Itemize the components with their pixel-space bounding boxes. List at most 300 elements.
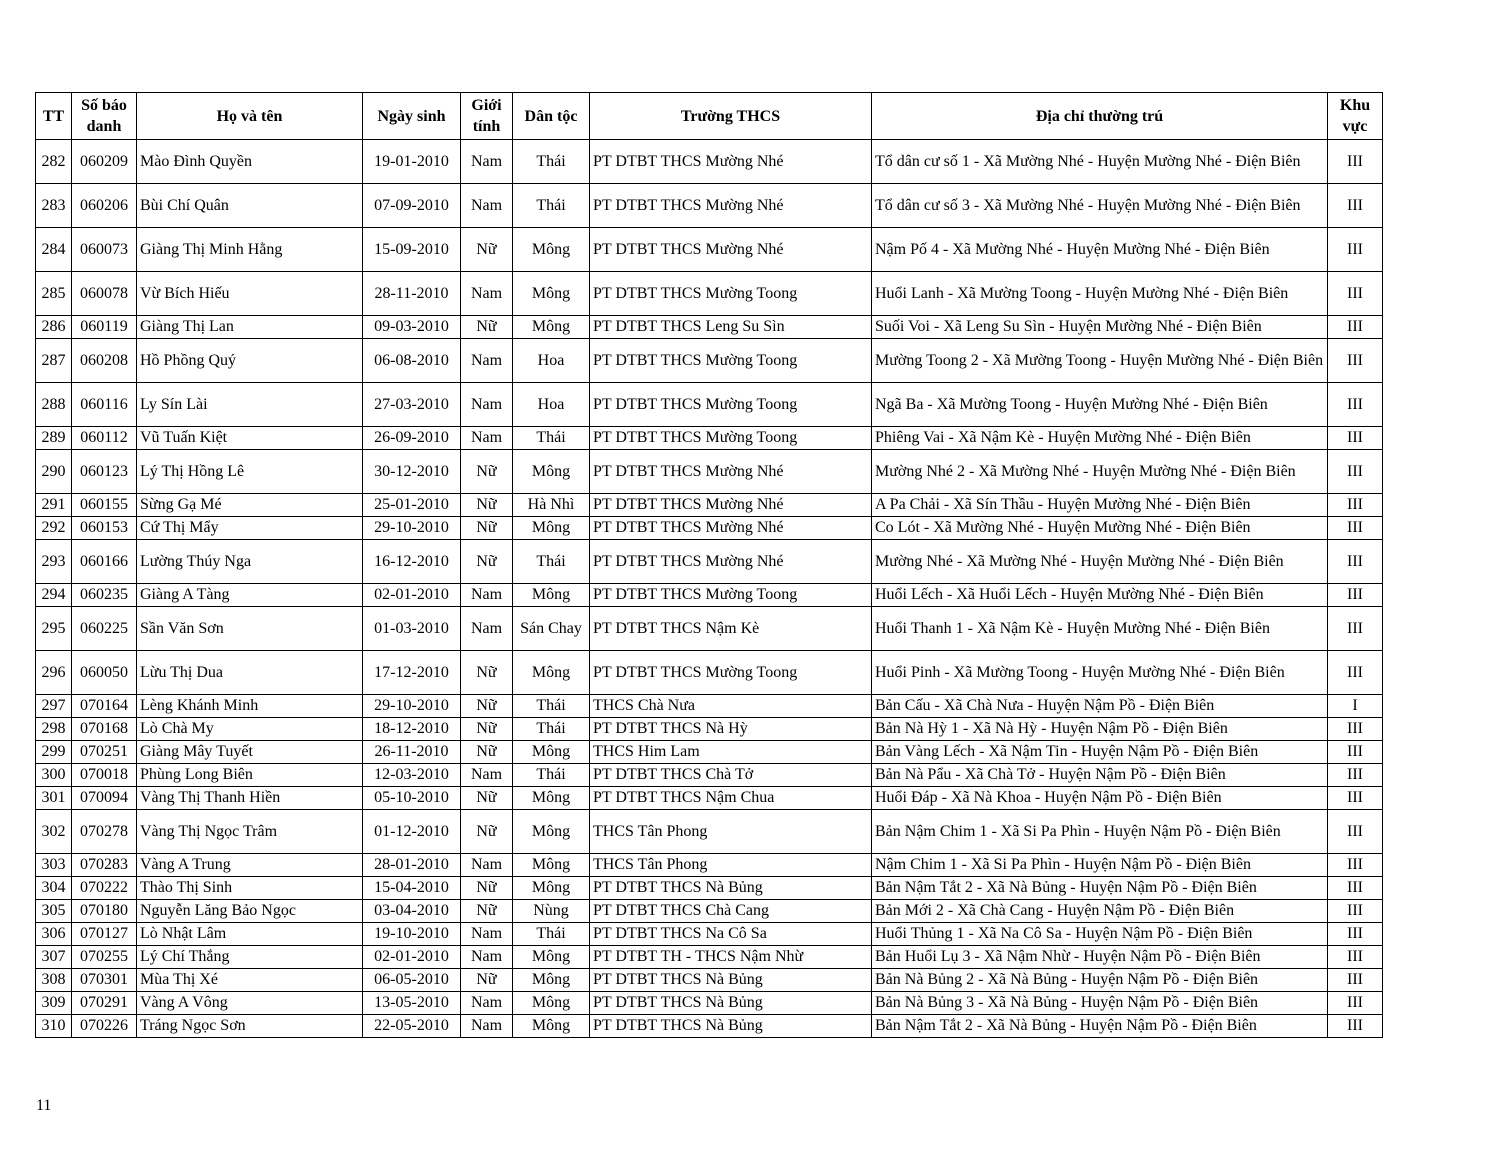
cell-khu-vuc: III — [1328, 607, 1383, 651]
cell-khu-vuc: III — [1328, 969, 1383, 992]
cell-tt: 301 — [36, 787, 72, 810]
table-row — [36, 494, 1383, 517]
table-row — [36, 540, 1383, 584]
cell-truong-thcs: THCS Tân Phong — [590, 810, 872, 854]
cell-ho-va-ten: Nguyễn Lăng Bảo Ngọc — [137, 900, 363, 923]
cell-dia-chi: Nậm Pố 4 - Xã Mường Nhé - Huyện Mường Nhé - Điện Biên — [872, 228, 1328, 272]
cell-tt: 282 — [36, 140, 72, 184]
cell-dan-toc: Mông — [513, 946, 590, 969]
cell-tt: 288 — [36, 383, 72, 427]
cell-truong-thcs: PT DTBT THCS Chà Tở — [590, 764, 872, 787]
cell-ngay-sinh: 29-10-2010 — [363, 517, 461, 540]
cell-ho-va-ten: Vàng Thị Ngọc Trâm — [137, 810, 363, 854]
cell-dan-toc: Mông — [513, 1015, 590, 1038]
cell-khu-vuc: III — [1328, 540, 1383, 584]
cell-khu-vuc: III — [1328, 787, 1383, 810]
cell-ho-va-ten: Ly Sín Lài — [137, 383, 363, 427]
cell-gioi-tinh: Nam — [461, 764, 513, 787]
cell-so-bao-danh: 070283 — [72, 854, 137, 877]
cell-gioi-tinh: Nữ — [461, 494, 513, 517]
cell-so-bao-danh: 060166 — [72, 540, 137, 584]
cell-ho-va-ten: Tráng Ngọc Sơn — [137, 1015, 363, 1038]
cell-gioi-tinh: Nam — [461, 992, 513, 1015]
cell-khu-vuc: III — [1328, 494, 1383, 517]
header-dan-toc: Dân tộc — [513, 93, 590, 140]
cell-dan-toc: Thái — [513, 140, 590, 184]
cell-so-bao-danh: 060123 — [72, 450, 137, 494]
table-row — [36, 228, 1383, 272]
table-row — [36, 383, 1383, 427]
cell-ngay-sinh: 26-11-2010 — [363, 741, 461, 764]
cell-truong-thcs: PT DTBT THCS Mường Nhé — [590, 517, 872, 540]
cell-ho-va-ten: Giàng Thị Lan — [137, 316, 363, 339]
cell-so-bao-danh: 060112 — [72, 427, 137, 450]
cell-dan-toc: Mông — [513, 877, 590, 900]
cell-ngay-sinh: 19-01-2010 — [363, 140, 461, 184]
candidate-table — [35, 92, 1383, 1038]
cell-ho-va-ten: Mùa Thị Xé — [137, 969, 363, 992]
cell-ho-va-ten: Lừu Thị Dua — [137, 651, 363, 695]
cell-tt: 306 — [36, 923, 72, 946]
cell-tt: 300 — [36, 764, 72, 787]
cell-khu-vuc: III — [1328, 764, 1383, 787]
table-row — [36, 854, 1383, 877]
cell-dan-toc: Mông — [513, 741, 590, 764]
cell-truong-thcs: PT DTBT THCS Mường Nhé — [590, 184, 872, 228]
cell-gioi-tinh: Nữ — [461, 450, 513, 494]
cell-dan-toc: Mông — [513, 969, 590, 992]
cell-ho-va-ten: Lò Nhật Lâm — [137, 923, 363, 946]
cell-ngay-sinh: 29-10-2010 — [363, 695, 461, 718]
cell-khu-vuc: III — [1328, 272, 1383, 316]
cell-ho-va-ten: Vũ Tuấn Kiệt — [137, 427, 363, 450]
header-so-bao-danh: Số báo danh — [72, 93, 137, 140]
cell-truong-thcs: PT DTBT THCS Nà Bủng — [590, 877, 872, 900]
cell-ngay-sinh: 16-12-2010 — [363, 540, 461, 584]
cell-dia-chi: Bản Nà Bủng 3 - Xã Nà Bủng - Huyện Nậm Pồ - Điện Biên — [872, 992, 1328, 1015]
table-row — [36, 316, 1383, 339]
cell-tt: 298 — [36, 718, 72, 741]
cell-gioi-tinh: Nữ — [461, 651, 513, 695]
cell-ngay-sinh: 03-04-2010 — [363, 900, 461, 923]
cell-so-bao-danh: 070164 — [72, 695, 137, 718]
cell-dia-chi: Co Lót - Xã Mường Nhé - Huyện Mường Nhé - Điện Biên — [872, 517, 1328, 540]
cell-dan-toc: Mông — [513, 787, 590, 810]
table-row — [36, 184, 1383, 228]
table-row — [36, 339, 1383, 383]
cell-so-bao-danh: 070222 — [72, 877, 137, 900]
cell-dan-toc: Mông — [513, 810, 590, 854]
cell-so-bao-danh: 070301 — [72, 969, 137, 992]
cell-khu-vuc: III — [1328, 718, 1383, 741]
cell-ngay-sinh: 13-05-2010 — [363, 992, 461, 1015]
cell-truong-thcs: PT DTBT TH - THCS Nậm Nhừ — [590, 946, 872, 969]
cell-dan-toc: Thái — [513, 427, 590, 450]
cell-gioi-tinh: Nữ — [461, 810, 513, 854]
cell-ngay-sinh: 09-03-2010 — [363, 316, 461, 339]
cell-ho-va-ten: Vàng Thị Thanh Hiền — [137, 787, 363, 810]
cell-tt: 291 — [36, 494, 72, 517]
cell-dan-toc: Mông — [513, 228, 590, 272]
cell-ho-va-ten: Giàng Thị Minh Hằng — [137, 228, 363, 272]
cell-dia-chi: Tổ dân cư số 1 - Xã Mường Nhé - Huyện Mường Nhé - Điện Biên — [872, 140, 1328, 184]
cell-ngay-sinh: 19-10-2010 — [363, 923, 461, 946]
table-row — [36, 695, 1383, 718]
cell-truong-thcs: PT DTBT THCS Nà Bủng — [590, 969, 872, 992]
cell-dan-toc: Mông — [513, 450, 590, 494]
cell-truong-thcs: PT DTBT THCS Na Cô Sa — [590, 923, 872, 946]
cell-khu-vuc: I — [1328, 695, 1383, 718]
cell-ho-va-ten: Mào Đình Quyền — [137, 140, 363, 184]
cell-dan-toc: Thái — [513, 184, 590, 228]
cell-gioi-tinh: Nam — [461, 923, 513, 946]
cell-truong-thcs: PT DTBT THCS Chà Cang — [590, 900, 872, 923]
header-ho-va-ten: Họ và tên — [137, 93, 363, 140]
table-row — [36, 584, 1383, 607]
cell-khu-vuc: III — [1328, 923, 1383, 946]
cell-tt: 299 — [36, 741, 72, 764]
cell-ngay-sinh: 17-12-2010 — [363, 651, 461, 695]
cell-so-bao-danh: 070094 — [72, 787, 137, 810]
cell-tt: 302 — [36, 810, 72, 854]
cell-dan-toc: Thái — [513, 718, 590, 741]
cell-dia-chi: Huổi Lanh - Xã Mường Toong - Huyện Mường Nhé - Điện Biên — [872, 272, 1328, 316]
cell-ngay-sinh: 28-11-2010 — [363, 272, 461, 316]
cell-truong-thcs: PT DTBT THCS Mường Nhé — [590, 140, 872, 184]
cell-dan-toc: Mông — [513, 272, 590, 316]
cell-gioi-tinh: Nam — [461, 383, 513, 427]
cell-khu-vuc: III — [1328, 877, 1383, 900]
cell-so-bao-danh: 070278 — [72, 810, 137, 854]
cell-dan-toc: Sán Chay — [513, 607, 590, 651]
cell-so-bao-danh: 060235 — [72, 584, 137, 607]
cell-dia-chi: Huổi Thanh 1 - Xã Nậm Kè - Huyện Mường Nhé - Điện Biên — [872, 607, 1328, 651]
table-header-row — [36, 93, 1383, 140]
table-row — [36, 140, 1383, 184]
cell-truong-thcs: PT DTBT THCS Nậm Kè — [590, 607, 872, 651]
cell-khu-vuc: III — [1328, 992, 1383, 1015]
cell-ngay-sinh: 01-03-2010 — [363, 607, 461, 651]
cell-ho-va-ten: Lý Chí Thắng — [137, 946, 363, 969]
cell-tt: 294 — [36, 584, 72, 607]
cell-dan-toc: Mông — [513, 517, 590, 540]
table-row — [36, 900, 1383, 923]
cell-khu-vuc: III — [1328, 1015, 1383, 1038]
cell-so-bao-danh: 070226 — [72, 1015, 137, 1038]
table-row — [36, 992, 1383, 1015]
cell-gioi-tinh: Nam — [461, 427, 513, 450]
header-khu-vuc: Khu vực — [1328, 93, 1383, 140]
cell-tt: 293 — [36, 540, 72, 584]
cell-dia-chi: Bản Nà Pẩu - Xã Chà Tở - Huyện Nậm Pồ - Điện Biên — [872, 764, 1328, 787]
cell-ho-va-ten: Lường Thúy Nga — [137, 540, 363, 584]
cell-so-bao-danh: 060050 — [72, 651, 137, 695]
cell-gioi-tinh: Nam — [461, 946, 513, 969]
cell-tt: 310 — [36, 1015, 72, 1038]
cell-gioi-tinh: Nữ — [461, 900, 513, 923]
cell-dan-toc: Mông — [513, 316, 590, 339]
cell-truong-thcs: THCS Him Lam — [590, 741, 872, 764]
cell-ngay-sinh: 18-12-2010 — [363, 718, 461, 741]
table-row — [36, 741, 1383, 764]
cell-gioi-tinh: Nam — [461, 272, 513, 316]
cell-khu-vuc: III — [1328, 854, 1383, 877]
cell-gioi-tinh: Nam — [461, 339, 513, 383]
cell-truong-thcs: THCS Chà Nưa — [590, 695, 872, 718]
cell-ngay-sinh: 12-03-2010 — [363, 764, 461, 787]
cell-so-bao-danh: 060116 — [72, 383, 137, 427]
cell-ngay-sinh: 06-08-2010 — [363, 339, 461, 383]
cell-dan-toc: Mông — [513, 651, 590, 695]
cell-ho-va-ten: Lèng Khánh Minh — [137, 695, 363, 718]
cell-ho-va-ten: Sần Văn Sơn — [137, 607, 363, 651]
cell-gioi-tinh: Nữ — [461, 741, 513, 764]
cell-dan-toc: Thái — [513, 695, 590, 718]
cell-gioi-tinh: Nam — [461, 1015, 513, 1038]
cell-ngay-sinh: 22-05-2010 — [363, 1015, 461, 1038]
cell-truong-thcs: PT DTBT THCS Mường Toong — [590, 427, 872, 450]
cell-ho-va-ten: Bùi Chí Quân — [137, 184, 363, 228]
cell-dia-chi: Tổ dân cư số 3 - Xã Mường Nhé - Huyện Mường Nhé - Điện Biên — [872, 184, 1328, 228]
cell-dan-toc: Nùng — [513, 900, 590, 923]
cell-khu-vuc: III — [1328, 339, 1383, 383]
cell-dia-chi: Huổi Pinh - Xã Mường Toong - Huyện Mường Nhé - Điện Biên — [872, 651, 1328, 695]
cell-gioi-tinh: Nữ — [461, 228, 513, 272]
cell-ngay-sinh: 30-12-2010 — [363, 450, 461, 494]
cell-so-bao-danh: 070168 — [72, 718, 137, 741]
cell-tt: 307 — [36, 946, 72, 969]
cell-so-bao-danh: 070127 — [72, 923, 137, 946]
cell-khu-vuc: III — [1328, 184, 1383, 228]
cell-gioi-tinh: Nữ — [461, 540, 513, 584]
cell-tt: 285 — [36, 272, 72, 316]
cell-dia-chi: Bản Huổi Lụ 3 - Xã Nậm Nhừ - Huyện Nậm Pồ - Điện Biên — [872, 946, 1328, 969]
cell-khu-vuc: III — [1328, 517, 1383, 540]
cell-khu-vuc: III — [1328, 383, 1383, 427]
cell-truong-thcs: PT DTBT THCS Leng Su Sìn — [590, 316, 872, 339]
cell-so-bao-danh: 070018 — [72, 764, 137, 787]
table-row — [36, 1015, 1383, 1038]
cell-khu-vuc: III — [1328, 316, 1383, 339]
cell-dia-chi: Bản Vàng Lếch - Xã Nậm Tin - Huyện Nậm Pồ - Điện Biên — [872, 741, 1328, 764]
cell-dia-chi: Huổi Đáp - Xã Nà Khoa - Huyện Nậm Pồ - Điện Biên — [872, 787, 1328, 810]
cell-khu-vuc: III — [1328, 741, 1383, 764]
cell-khu-vuc: III — [1328, 900, 1383, 923]
cell-gioi-tinh: Nữ — [461, 969, 513, 992]
cell-ho-va-ten: Vàng A Vông — [137, 992, 363, 1015]
cell-truong-thcs: PT DTBT THCS Mường Nhé — [590, 228, 872, 272]
cell-dia-chi: Bản Nậm Chim 1 - Xã Si Pa Phìn - Huyện Nậm Pồ - Điện Biên — [872, 810, 1328, 854]
cell-truong-thcs: PT DTBT THCS Mường Toong — [590, 383, 872, 427]
cell-tt: 286 — [36, 316, 72, 339]
cell-tt: 303 — [36, 854, 72, 877]
cell-dia-chi: Huổi Thủng 1 - Xã Na Cô Sa - Huyện Nậm Pồ - Điện Biên — [872, 923, 1328, 946]
cell-ngay-sinh: 27-03-2010 — [363, 383, 461, 427]
cell-ngay-sinh: 25-01-2010 — [363, 494, 461, 517]
cell-gioi-tinh: Nữ — [461, 718, 513, 741]
cell-ho-va-ten: Hồ Phồng Quý — [137, 339, 363, 383]
cell-khu-vuc: III — [1328, 946, 1383, 969]
cell-ho-va-ten: Vàng A Trung — [137, 854, 363, 877]
table-row — [36, 923, 1383, 946]
cell-truong-thcs: PT DTBT THCS Nà Bủng — [590, 992, 872, 1015]
cell-ngay-sinh: 01-12-2010 — [363, 810, 461, 854]
cell-so-bao-danh: 060155 — [72, 494, 137, 517]
cell-ngay-sinh: 05-10-2010 — [363, 787, 461, 810]
cell-ho-va-ten: Lý Thị Hồng Lê — [137, 450, 363, 494]
cell-ngay-sinh: 28-01-2010 — [363, 854, 461, 877]
cell-gioi-tinh: Nam — [461, 184, 513, 228]
cell-tt: 292 — [36, 517, 72, 540]
header-gioi-tinh: Giới tính — [461, 93, 513, 140]
cell-so-bao-danh: 060208 — [72, 339, 137, 383]
cell-ho-va-ten: Phùng Long Biên — [137, 764, 363, 787]
cell-ho-va-ten: Lò Chà My — [137, 718, 363, 741]
cell-dia-chi: Bản Mới 2 - Xã Chà Cang - Huyện Nậm Pồ - Điện Biên — [872, 900, 1328, 923]
cell-tt: 289 — [36, 427, 72, 450]
cell-ho-va-ten: Vừ Bích Hiếu — [137, 272, 363, 316]
table-row — [36, 517, 1383, 540]
cell-dia-chi: Phiêng Vai - Xã Nậm Kè - Huyện Mường Nhé - Điện Biên — [872, 427, 1328, 450]
cell-dia-chi: A Pa Chải - Xã Sín Thầu - Huyện Mường Nhé - Điện Biên — [872, 494, 1328, 517]
table-row — [36, 718, 1383, 741]
cell-truong-thcs: THCS Tân Phong — [590, 854, 872, 877]
cell-so-bao-danh: 070180 — [72, 900, 137, 923]
cell-dia-chi: Bản Nậm Tắt 2 - Xã Nà Bủng - Huyện Nậm Pồ - Điện Biên — [872, 877, 1328, 900]
cell-ho-va-ten: Cứ Thị Mẩy — [137, 517, 363, 540]
cell-dia-chi: Huổi Lếch - Xã Huổi Lếch - Huyện Mường Nhé - Điện Biên — [872, 584, 1328, 607]
cell-ho-va-ten: Giàng Mây Tuyết — [137, 741, 363, 764]
cell-dia-chi: Bản Cấu - Xã Chà Nưa - Huyện Nậm Pồ - Điện Biên — [872, 695, 1328, 718]
cell-gioi-tinh: Nữ — [461, 517, 513, 540]
cell-truong-thcs: PT DTBT THCS Mường Toong — [590, 584, 872, 607]
table-row — [36, 450, 1383, 494]
cell-tt: 295 — [36, 607, 72, 651]
cell-so-bao-danh: 060153 — [72, 517, 137, 540]
header-truong-thcs: Trường THCS — [590, 93, 872, 140]
cell-dia-chi: Ngã Ba - Xã Mường Toong - Huyện Mường Nhé - Điện Biên — [872, 383, 1328, 427]
cell-ngay-sinh: 15-09-2010 — [363, 228, 461, 272]
cell-dan-toc: Hoa — [513, 383, 590, 427]
cell-so-bao-danh: 060225 — [72, 607, 137, 651]
cell-gioi-tinh: Nữ — [461, 695, 513, 718]
cell-dan-toc: Hoa — [513, 339, 590, 383]
cell-ho-va-ten: Giàng A Tàng — [137, 584, 363, 607]
cell-dia-chi: Mường Nhé 2 - Xã Mường Nhé - Huyện Mường Nhé - Điện Biên — [872, 450, 1328, 494]
cell-ngay-sinh: 02-01-2010 — [363, 946, 461, 969]
page-number: 11 — [36, 1097, 52, 1114]
cell-tt: 308 — [36, 969, 72, 992]
cell-gioi-tinh: Nữ — [461, 787, 513, 810]
table-body — [36, 140, 1383, 1038]
cell-dia-chi: Bản Nậm Tắt 2 - Xã Nà Bủng - Huyện Nậm Pồ - Điện Biên — [872, 1015, 1328, 1038]
cell-dan-toc: Mông — [513, 854, 590, 877]
cell-tt: 297 — [36, 695, 72, 718]
cell-truong-thcs: PT DTBT THCS Mường Toong — [590, 651, 872, 695]
cell-truong-thcs: PT DTBT THCS Nà Hỳ — [590, 718, 872, 741]
table-row — [36, 607, 1383, 651]
cell-truong-thcs: PT DTBT THCS Mường Nhé — [590, 450, 872, 494]
cell-dia-chi: Bản Nà Bủng 2 - Xã Nà Bủng - Huyện Nậm Pồ - Điện Biên — [872, 969, 1328, 992]
cell-truong-thcs: PT DTBT THCS Nậm Chua — [590, 787, 872, 810]
cell-dan-toc: Thái — [513, 764, 590, 787]
cell-tt: 284 — [36, 228, 72, 272]
table-row — [36, 969, 1383, 992]
cell-truong-thcs: PT DTBT THCS Mường Toong — [590, 339, 872, 383]
cell-ngay-sinh: 15-04-2010 — [363, 877, 461, 900]
header-dia-chi: Địa chỉ thường trú — [872, 93, 1328, 140]
cell-so-bao-danh: 070291 — [72, 992, 137, 1015]
cell-tt: 290 — [36, 450, 72, 494]
cell-khu-vuc: III — [1328, 427, 1383, 450]
cell-tt: 309 — [36, 992, 72, 1015]
cell-ngay-sinh: 02-01-2010 — [363, 584, 461, 607]
cell-ho-va-ten: Sừng Gạ Mé — [137, 494, 363, 517]
cell-khu-vuc: III — [1328, 584, 1383, 607]
table-row — [36, 427, 1383, 450]
cell-so-bao-danh: 060073 — [72, 228, 137, 272]
table-row — [36, 651, 1383, 695]
header-tt: TT — [36, 93, 72, 140]
cell-gioi-tinh: Nữ — [461, 316, 513, 339]
cell-dia-chi: Suối Voi - Xã Leng Su Sìn - Huyện Mường Nhé - Điện Biên — [872, 316, 1328, 339]
cell-so-bao-danh: 060206 — [72, 184, 137, 228]
cell-khu-vuc: III — [1328, 228, 1383, 272]
table-row — [36, 272, 1383, 316]
cell-so-bao-danh: 060119 — [72, 316, 137, 339]
cell-gioi-tinh: Nam — [461, 854, 513, 877]
cell-khu-vuc: III — [1328, 450, 1383, 494]
cell-so-bao-danh: 060209 — [72, 140, 137, 184]
cell-khu-vuc: III — [1328, 140, 1383, 184]
cell-truong-thcs: PT DTBT THCS Mường Nhé — [590, 494, 872, 517]
cell-so-bao-danh: 070255 — [72, 946, 137, 969]
cell-dan-toc: Mông — [513, 992, 590, 1015]
cell-dan-toc: Thái — [513, 923, 590, 946]
cell-gioi-tinh: Nữ — [461, 877, 513, 900]
cell-ho-va-ten: Thào Thị Sinh — [137, 877, 363, 900]
table-row — [36, 877, 1383, 900]
cell-dia-chi: Nậm Chim 1 - Xã Si Pa Phìn - Huyện Nậm Pồ - Điện Biên — [872, 854, 1328, 877]
cell-dia-chi: Mường Nhé - Xã Mường Nhé - Huyện Mường Nhé - Điện Biên — [872, 540, 1328, 584]
cell-truong-thcs: PT DTBT THCS Nà Bủng — [590, 1015, 872, 1038]
cell-tt: 296 — [36, 651, 72, 695]
header-ngay-sinh: Ngày sinh — [363, 93, 461, 140]
cell-dan-toc: Hà Nhì — [513, 494, 590, 517]
cell-tt: 283 — [36, 184, 72, 228]
cell-tt: 304 — [36, 877, 72, 900]
cell-tt: 287 — [36, 339, 72, 383]
cell-ngay-sinh: 26-09-2010 — [363, 427, 461, 450]
cell-ngay-sinh: 06-05-2010 — [363, 969, 461, 992]
cell-truong-thcs: PT DTBT THCS Mường Toong — [590, 272, 872, 316]
cell-dan-toc: Thái — [513, 540, 590, 584]
cell-truong-thcs: PT DTBT THCS Mường Nhé — [590, 540, 872, 584]
table-row — [36, 764, 1383, 787]
cell-ngay-sinh: 07-09-2010 — [363, 184, 461, 228]
cell-khu-vuc: III — [1328, 651, 1383, 695]
cell-gioi-tinh: Nam — [461, 584, 513, 607]
cell-gioi-tinh: Nam — [461, 607, 513, 651]
cell-gioi-tinh: Nam — [461, 140, 513, 184]
cell-so-bao-danh: 070251 — [72, 741, 137, 764]
cell-khu-vuc: III — [1328, 810, 1383, 854]
cell-dan-toc: Mông — [513, 584, 590, 607]
table-row — [36, 810, 1383, 854]
table-row — [36, 946, 1383, 969]
cell-dia-chi: Bản Nà Hỳ 1 - Xã Nà Hỳ - Huyện Nậm Pồ - Điện Biên — [872, 718, 1328, 741]
cell-so-bao-danh: 060078 — [72, 272, 137, 316]
